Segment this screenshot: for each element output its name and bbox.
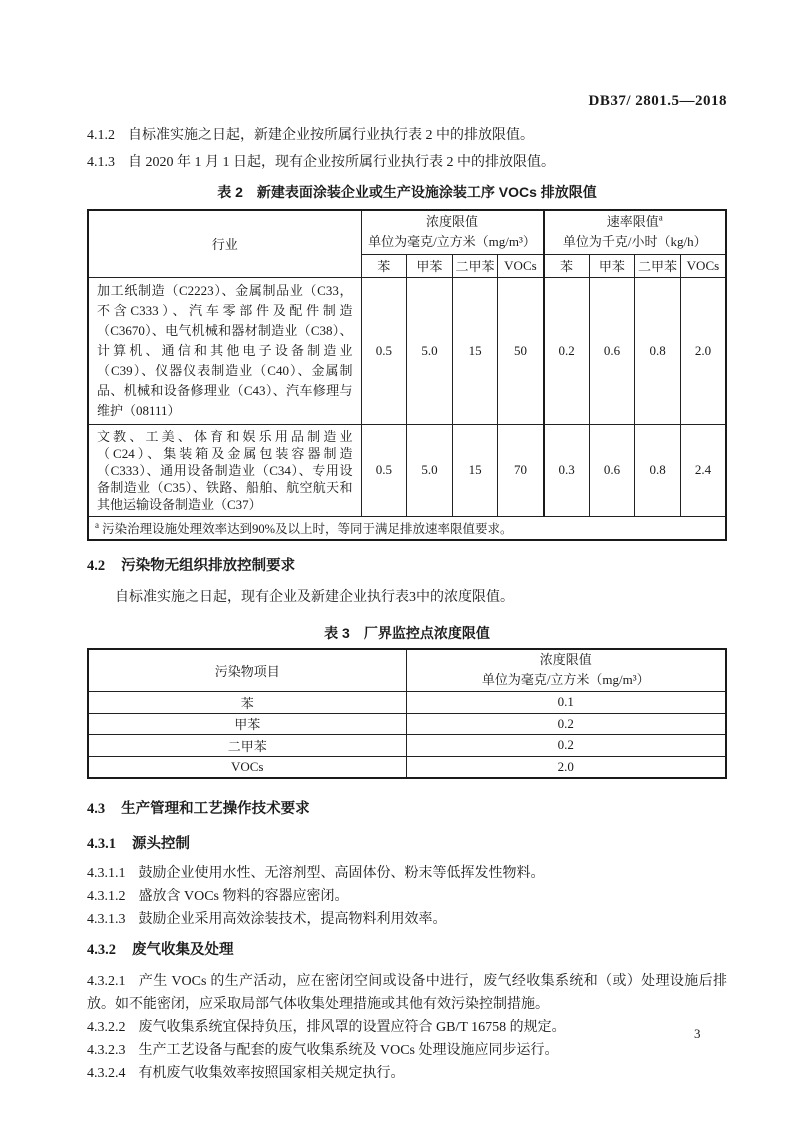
clause-4-3-1-3: [87, 908, 727, 931]
value-cell: 0.5: [361, 277, 407, 424]
table-3-title-text: 厂界监控点浓度限值: [363, 624, 490, 641]
value-cell: 15: [452, 277, 498, 424]
clause-number: 4.3.1.1: [87, 865, 126, 881]
section-4-3-2-heading: [87, 938, 727, 959]
table-2-rate-group-header: [544, 210, 727, 254]
table-row: [88, 756, 726, 778]
clause-text: 自 2020 年 1 月 1 日起，现有企业按所属行业执行表 2 中的排放限值。: [128, 155, 555, 170]
pollutant-cell: 甲苯: [88, 713, 406, 735]
footnote-marker: a: [658, 212, 663, 223]
value-cell: 5.0: [407, 277, 453, 424]
clause-4-1-2: [87, 122, 727, 149]
value-cell: 0.6: [589, 424, 635, 516]
col-header-vocs: VOCs: [680, 254, 726, 277]
col-header-benzene: 苯: [361, 254, 407, 277]
footnote-marker: a: [95, 519, 99, 530]
section-number: 4.3: [87, 800, 106, 817]
value-cell: 70: [498, 424, 544, 516]
value-cell: 0.2: [406, 735, 726, 757]
value-cell: 50: [498, 277, 544, 424]
clause-text: 盛放含 VOCs 物料的容器应密闭。: [138, 888, 349, 904]
table-2-concentration-group-header: [361, 210, 544, 254]
clause-4-3-2-4: [87, 1062, 727, 1085]
value-cell: 0.2: [406, 713, 726, 735]
value-cell: 15: [452, 424, 498, 516]
clause-number: 4.3.1.2: [87, 888, 126, 904]
table-row: [88, 713, 726, 735]
clause-text: 产生 VOCs 的生产活动，应在密闭空间或设备中进行，废气经收集系统和（或）处理设施后排放。如不能密闭，应采取局部气体收集处理措施或其他有效污染控制措施。: [87, 973, 727, 1012]
table-3-title: [87, 623, 727, 643]
value-cell: 2.4: [680, 424, 726, 516]
clause-number: 4.3.1.3: [87, 911, 126, 927]
value-cell: 0.1: [406, 692, 726, 714]
industry-cell: 加工纸制造（C2223）、金属制品业（C33，不含C333）、汽车零部件及配件制造（C3670）、电气机械和器材制造业（C38）、计算机、通信和其他电子设备制造业（C39）、仪器仪表制造业（C40）、金属制品、机械和设备修理业（C43）、汽车修理与维护（08111）: [88, 277, 361, 424]
value-cell: 0.6: [589, 277, 635, 424]
value-cell: 0.3: [544, 424, 590, 516]
table-2-footnote: [88, 516, 726, 540]
col-header-concentration: [406, 649, 726, 692]
clause-number: 4.1.3: [87, 155, 115, 170]
clause-4-3-2-2: [87, 1016, 727, 1039]
clauses-4-1: [87, 122, 727, 176]
table-row: [88, 735, 726, 757]
pollutant-cell: VOCs: [88, 756, 406, 778]
clause-number: 4.1.2: [87, 128, 115, 143]
value-cell: 0.5: [361, 424, 407, 516]
clause-text: 有机废气收集效率按照国家相关规定执行。: [138, 1065, 405, 1081]
industry-cell: 文教、工美、体育和娱乐用品制造业（C24）、集装箱及金属包装容器制造（C333）、通用设备制造业（C34）、专用设备制造业（C35）、铁路、船舶、航空航天和其他运输设备制造业（C37）: [88, 424, 361, 516]
col-header-benzene: 苯: [544, 254, 590, 277]
col-header-xylene: 二甲苯: [452, 254, 498, 277]
section-title: 废气收集及处理: [132, 941, 234, 958]
section-number: 4.2: [87, 557, 106, 574]
clause-4-3-2-3: [87, 1039, 727, 1062]
section-4-2-paragraph: 自标准实施之日起，现有企业及新建企业执行表3中的浓度限值。: [115, 589, 514, 605]
clauses-4-3-2: [87, 970, 727, 1085]
table-3-header-row: [88, 649, 726, 692]
concentration-unit-label: 单位为毫克/立方米（mg/m³）: [368, 234, 536, 250]
value-cell: 0.2: [544, 277, 590, 424]
rate-unit-label: 单位为千克/小时（kg/h）: [562, 234, 707, 250]
section-title: 生产管理和工艺操作技术要求: [121, 800, 310, 817]
concentration-limit-label: 浓度限值: [425, 214, 478, 230]
clause-text: 生产工艺设备与配套的废气收集系统及 VOCs 处理设施应同步运行。: [138, 1042, 559, 1058]
value-cell: 5.0: [407, 424, 453, 516]
section-number: 4.3.2: [87, 941, 116, 958]
clause-4-1-3: [87, 149, 727, 176]
table-2: [87, 209, 727, 541]
section-title: 源头控制: [132, 835, 190, 852]
section-4-2-heading: [87, 554, 727, 575]
page-number: 3: [694, 1026, 701, 1041]
table-3-label: 表 3: [324, 624, 350, 641]
col-header-toluene: 甲苯: [407, 254, 453, 277]
col-header-pollutant: 污染物项目: [88, 649, 406, 692]
clause-4-3-2-1: [87, 970, 727, 1016]
pollutant-cell: 二甲苯: [88, 735, 406, 757]
section-title: 污染物无组织排放控制要求: [121, 557, 296, 574]
table-2-title: [87, 182, 727, 202]
page-content: [87, 0, 727, 1085]
clauses-4-3-1: [87, 862, 727, 931]
table-row: [88, 692, 726, 714]
table-row: [88, 424, 726, 516]
concentration-unit-label: 单位为毫克/立方米（mg/m³）: [481, 672, 650, 688]
col-header-vocs: VOCs: [498, 254, 544, 277]
clause-number: 4.3.2.1: [87, 973, 126, 989]
clause-text: 鼓励企业采用高效涂装技术，提高物料利用效率。: [138, 911, 447, 927]
col-header-xylene: 二甲苯: [635, 254, 681, 277]
table-2-footnote-row: [88, 516, 726, 540]
value-cell: 0.8: [635, 277, 681, 424]
table-2-label: 表 2: [217, 184, 243, 200]
table-row: [88, 277, 726, 424]
clause-number: 4.3.2.3: [87, 1042, 126, 1058]
value-cell: 0.8: [635, 424, 681, 516]
table-2-header-row-1: [88, 210, 726, 254]
clause-number: 4.3.2.2: [87, 1019, 126, 1035]
section-4-3-1-heading: [87, 832, 727, 853]
footnote-text: 污染治理设施处理效率达到90%及以上时，等同于满足排放速率限值要求。: [102, 521, 513, 536]
clause-4-3-1-1: [87, 862, 727, 885]
table-3: [87, 648, 727, 779]
clause-4-3-1-2: [87, 885, 727, 908]
col-header-toluene: 甲苯: [589, 254, 635, 277]
table-2-col-industry: 行业: [88, 210, 361, 277]
concentration-limit-label: 浓度限值: [539, 652, 592, 668]
clause-text: 废气收集系统宜保持负压，排风罩的设置应符合 GB/T 16758 的规定。: [138, 1019, 566, 1035]
rate-limit-label: 速率限值$^a$: [606, 212, 663, 230]
value-cell: 2.0: [680, 277, 726, 424]
pollutant-cell: 苯: [88, 692, 406, 714]
clause-text: 自标准实施之日起，新建企业按所属行业执行表 2 中的排放限值。: [128, 128, 534, 143]
clause-text: 鼓励企业使用水性、无溶剂型、高固体份、粉末等低挥发性物料。: [138, 865, 545, 881]
section-4-3-heading: [87, 797, 727, 818]
section-number: 4.3.1: [87, 835, 116, 852]
standard-number-header: DB37/ 2801.5—2018: [588, 93, 727, 109]
clause-number: 4.3.2.4: [87, 1065, 126, 1081]
table-2-title-text: 新建表面涂装企业或生产设施涂装工序 VOCs 排放限值: [256, 184, 597, 200]
value-cell: 2.0: [406, 756, 726, 778]
